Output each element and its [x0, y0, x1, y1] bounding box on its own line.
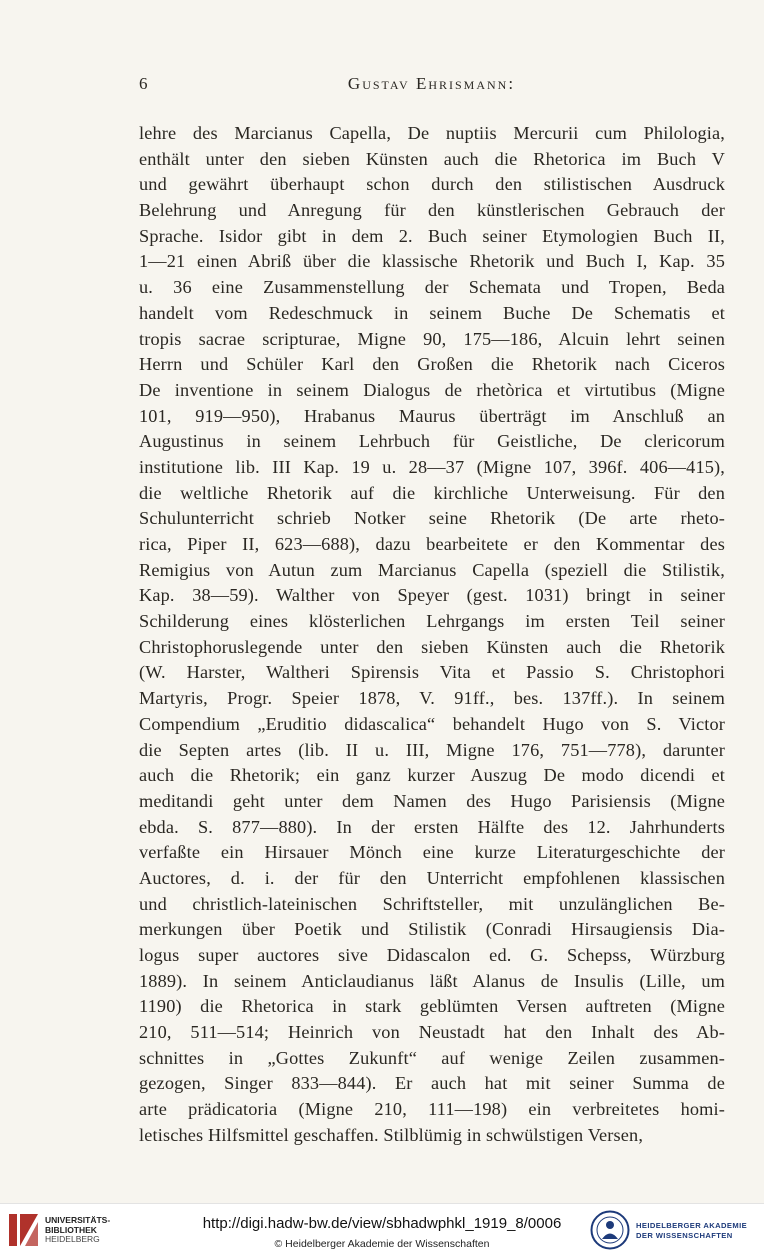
- text-line: Sprache. Isidor gibt in dem 2. Buch seiner Etymologien Buch II,: [139, 225, 725, 246]
- viewer-footer: [0, 1203, 764, 1258]
- body-text: [139, 121, 725, 1149]
- text-line: 1190) die Rhetorica in stark geblümten Versen auftreten (Migne: [139, 996, 725, 1017]
- running-head: Gustav Ehrismann:: [347, 74, 516, 93]
- text-line: gezogen, Singer 833—844). Er auch hat mit seiner Summa de: [139, 1073, 725, 1094]
- text-line: Martyris, Progr. Speier 1878, V. 91ff., bes. 137ff.). In seinem: [139, 688, 725, 709]
- permalink-url[interactable]: http://digi.hadw-bw.de/view/sbhadwphkl_1919_8/0006: [202, 1215, 562, 1232]
- text-line: und gewährt überhaupt schon durch den stilistischen Ausdruck: [139, 174, 725, 195]
- text-line: 1889). In seinem Anticlaudianus läßt Alanus de Insulis (Lille, um: [139, 970, 725, 991]
- academy-name-line: DER WISSENSCHAFTEN: [636, 1231, 733, 1240]
- text-line: die weltliche Rhetorik auf die kirchliche Unterweisung. Für den: [139, 482, 725, 503]
- text-line: Augustinus in seinem Lehrbuch für Geistliche, De clericorum: [139, 431, 725, 452]
- page-header: [139, 74, 724, 98]
- copyright-notice: © Heidelberger Akademie der Wissenschaften: [274, 1238, 490, 1250]
- text-line: Herrn und Schüler Karl den Großen die Rhetorik nach Ciceros: [139, 354, 725, 375]
- text-line: Belehrung und Anregung für den künstlerischen Gebrauch der: [139, 200, 725, 221]
- text-line: Kap. 38—59). Walther von Speyer (gest. 1031) bringt in seiner: [139, 585, 725, 606]
- text-line: arte prädicatoria (Migne 210, 111—198) ein verbreitetes homi-: [139, 1099, 725, 1120]
- text-line: 1—21 einen Abriß über die klassische Rhetorik und Buch I, Kap. 35: [139, 251, 725, 272]
- ub-name-line: UNIVERSITÄTS-: [45, 1215, 111, 1225]
- text-line: logus super auctores sive Didascalon ed. G. Schepss, Würzburg: [139, 945, 725, 965]
- text-line: 210, 511—514; Heinrich von Neustadt hat den Inhalt des Ab-: [139, 1022, 725, 1043]
- text-line: u. 36 eine Zusammenstellung der Schemata und Tropen, Beda: [139, 277, 725, 298]
- text-line: Schilderung eines klösterlichen Lehrgangs im ersten Teil seiner: [139, 611, 725, 632]
- academy-seal-icon[interactable]: [590, 1210, 630, 1250]
- text-line: enthält unter den sieben Künsten auch die Rhetorica im Buch V: [139, 148, 725, 169]
- ub-name-line: BIBLIOTHEK: [45, 1224, 97, 1235]
- academy-name: [636, 1221, 747, 1241]
- text-line: (W. Harster, Waltheri Spirensis Vita et Passio S. Christophori: [139, 662, 725, 683]
- text-line: lehre des Marcianus Capella, De nuptiis Mercurii cum Philologia,: [139, 123, 725, 143]
- text-line: meditandi geht unter dem Namen des Hugo Parisiensis (Migne: [139, 790, 725, 811]
- text-line: Remigius von Autun zum Marcianus Capella (speziell die Stilistik,: [139, 559, 725, 580]
- text-line: institutione lib. III Kap. 19 u. 28—37 (Migne 107, 396f. 406—415),: [139, 456, 725, 477]
- text-line: 101, 919—950), Hrabanus Maurus überträgt im Anschluß an: [139, 405, 725, 426]
- text-line: rica, Piper II, 623—688), dazu bearbeitete er den Kommentar des: [139, 534, 725, 554]
- text-line: Christophoruslegende unter den sieben Künsten auch die Rhetorik: [139, 636, 725, 657]
- page-number: 6: [139, 74, 148, 93]
- text-line: die Septen artes (lib. II u. III, Migne 176, 751—778), darunter: [139, 739, 725, 760]
- ub-name-line: HEIDELBERG: [45, 1234, 100, 1244]
- text-line: ebda. S. 877—880). In der ersten Hälfte des 12. Jahrhunderts: [139, 816, 725, 837]
- text-line: Compendium „Eruditio didascalica“ behandelt Hugo von S. Victor: [139, 713, 725, 734]
- text-line: De inventione in seinem Dialogus de rhetòrica et virtutibus (Migne: [139, 379, 725, 400]
- text-line: und christlich-lateinischen Schriftsteller, mit unzulänglichen Be-: [139, 893, 725, 914]
- academy-name-line: HEIDELBERGER AKADEMIE: [636, 1221, 748, 1230]
- text-line: Schulunterricht schrieb Notker seine Rhetorik (De arte rheto-: [139, 508, 725, 529]
- text-line: merkungen über Poetik und Stilistik (Conradi Hirsaugiensis Dia-: [139, 919, 725, 940]
- text-line: verfaßte ein Hirsauer Mönch eine kurze Literaturgeschichte der: [139, 842, 725, 863]
- text-line: tropis sacrae scripturae, Migne 90, 175—186, Alcuin lehrt seinen: [139, 328, 725, 349]
- text-line: handelt vom Redeschmuck in seinem Buche De Schematis et: [139, 302, 725, 323]
- text-line: schnittes in „Gottes Zukunft“ auf wenige Zeilen zusammen-: [139, 1047, 725, 1068]
- text-line: letisches Hilfsmittel geschaffen. Stilblümig in schwülstigen Versen,: [139, 1124, 644, 1145]
- text-line: Auctores, d. i. der für den Unterricht empfohlenen klassischen: [139, 867, 725, 888]
- text-line: auch die Rhetorik; ein ganz kurzer Auszug De modo dicendi et: [139, 765, 725, 786]
